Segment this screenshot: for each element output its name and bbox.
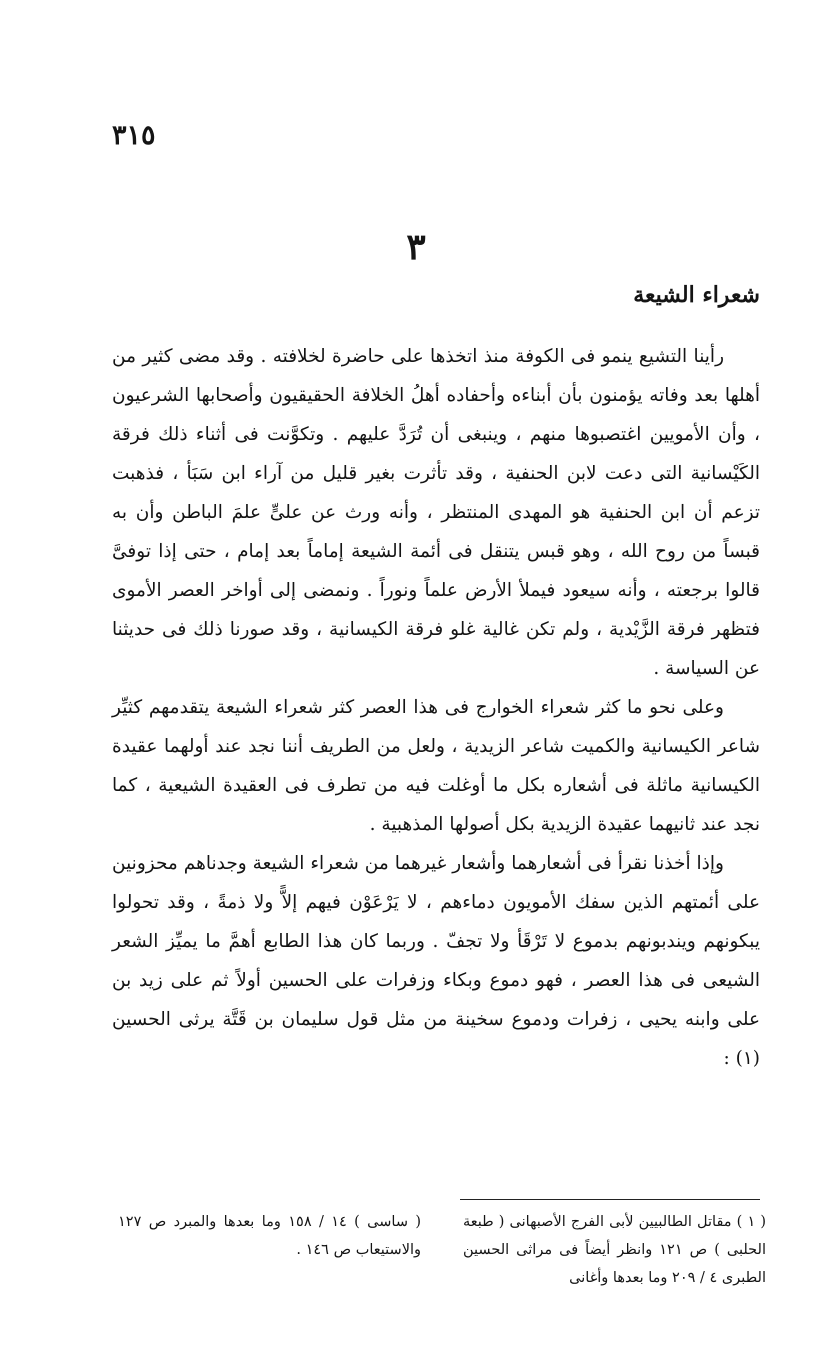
paragraph: رأينا التشيع ينمو فى الكوفة منذ اتخذها على حاضرة لخلافته . وقد مضى كثير من أهلها بعد وفاته يؤمنون بأن أبناءه وأحفاده أهلُ الخلافة الحقيقيون وأصحابها الشرعيون ، وأن الأمويين اغتصبوها منهم ، وينبغى أن تُرَدَّ عليهم . وتكوَّنت فى أثناء ذلك فرقة الكَيْسانية التى دعت لابن الحنفية ، وقد تأثرت بغير قليل من آراء ابن سَبَأ ، فذهبت تزعم أن ابن الحنفية هو المهدى المنتظر ، وأنه ورث عن علىٍّ علمَ الباطن وأن به قبساً من روح الله ، وهو قبس يتنقل فى أئمة الشيعة إماماً بعد إمام ، حتى إذا توفىَّ قالوا برجعته ، وأنه سيعود فيملأ الأرض علماً ونوراً . ونمضى إلى أواخر العصر الأموى فتظهر فرقة الزَّيْدية ، ولم تكن غالية غلو فرقة الكيسانية ، وقد صورنا ذلك فى حديثنا عن السياسة . (112, 346, 760, 679)
section-title: شعراء الشيعة (633, 282, 760, 308)
paragraph: وعلى نحو ما كثر شعراء الخوارج فى هذا العصر كثر شعراء الشيعة يتقدمهم كثيِّر شاعر الكيسانية والكميت شاعر الزيدية ، ولعل من الطريف أننا نجد عند أولهما عقيدة الكيسانية ماثلة فى أشعاره بكل ما أوغلت فيه من تطرف فى العقيدة الشيعية ، كما نجد عند ثانيهما عقيدة الزيدية بكل أصولها المذهبية . (112, 697, 760, 835)
footnote-separator (460, 1199, 760, 1200)
page-number: ٣١٥ (112, 120, 156, 151)
body-text (112, 337, 760, 1078)
footnote: ( ساسى ) ١٤ / ١٥٨ وما بعدها والمبرد ص ١٢٧ والاستيعاب ص ١٤٦ . (118, 1214, 421, 1258)
footnotes (118, 1208, 766, 1298)
paragraph: وإذا أخذنا نقرأ فى أشعارهما وأشعار غيرهما من شعراء الشيعة وجدناهم محزونين على أئمتهم الذين سفك الأمويون دماءهم ، لا يَرْعَوْن فيهم إلاًّ ولا ذمةً ، وقد تحولوا يبكونهم ويندبونهم بدموع لا تَرْقَأ ولا تجفّ . وربما كان هذا الطابع أهمَّ ما يميِّز الشعر الشيعى فى هذا العصر ، فهو دموع وبكاء وزفرات على الحسين أولاً ثم على زيد بن على وابنه يحيى ، زفرات ودموع سخينة من مثل قول سليمان بن قَتَّة يرثى الحسين (١) : (112, 853, 760, 1069)
footnote: ( ١ ) مقاتل الطالبيين لأبى الفرج الأصبهانى ( طبعة الحلبى ) ص ١٢١ وانظر أيضاً فى مراثى الحسين الطبرى ٤ / ٢٠٩ وما بعدها وأغانى (463, 1214, 766, 1286)
section-number: ٣ (406, 226, 426, 268)
